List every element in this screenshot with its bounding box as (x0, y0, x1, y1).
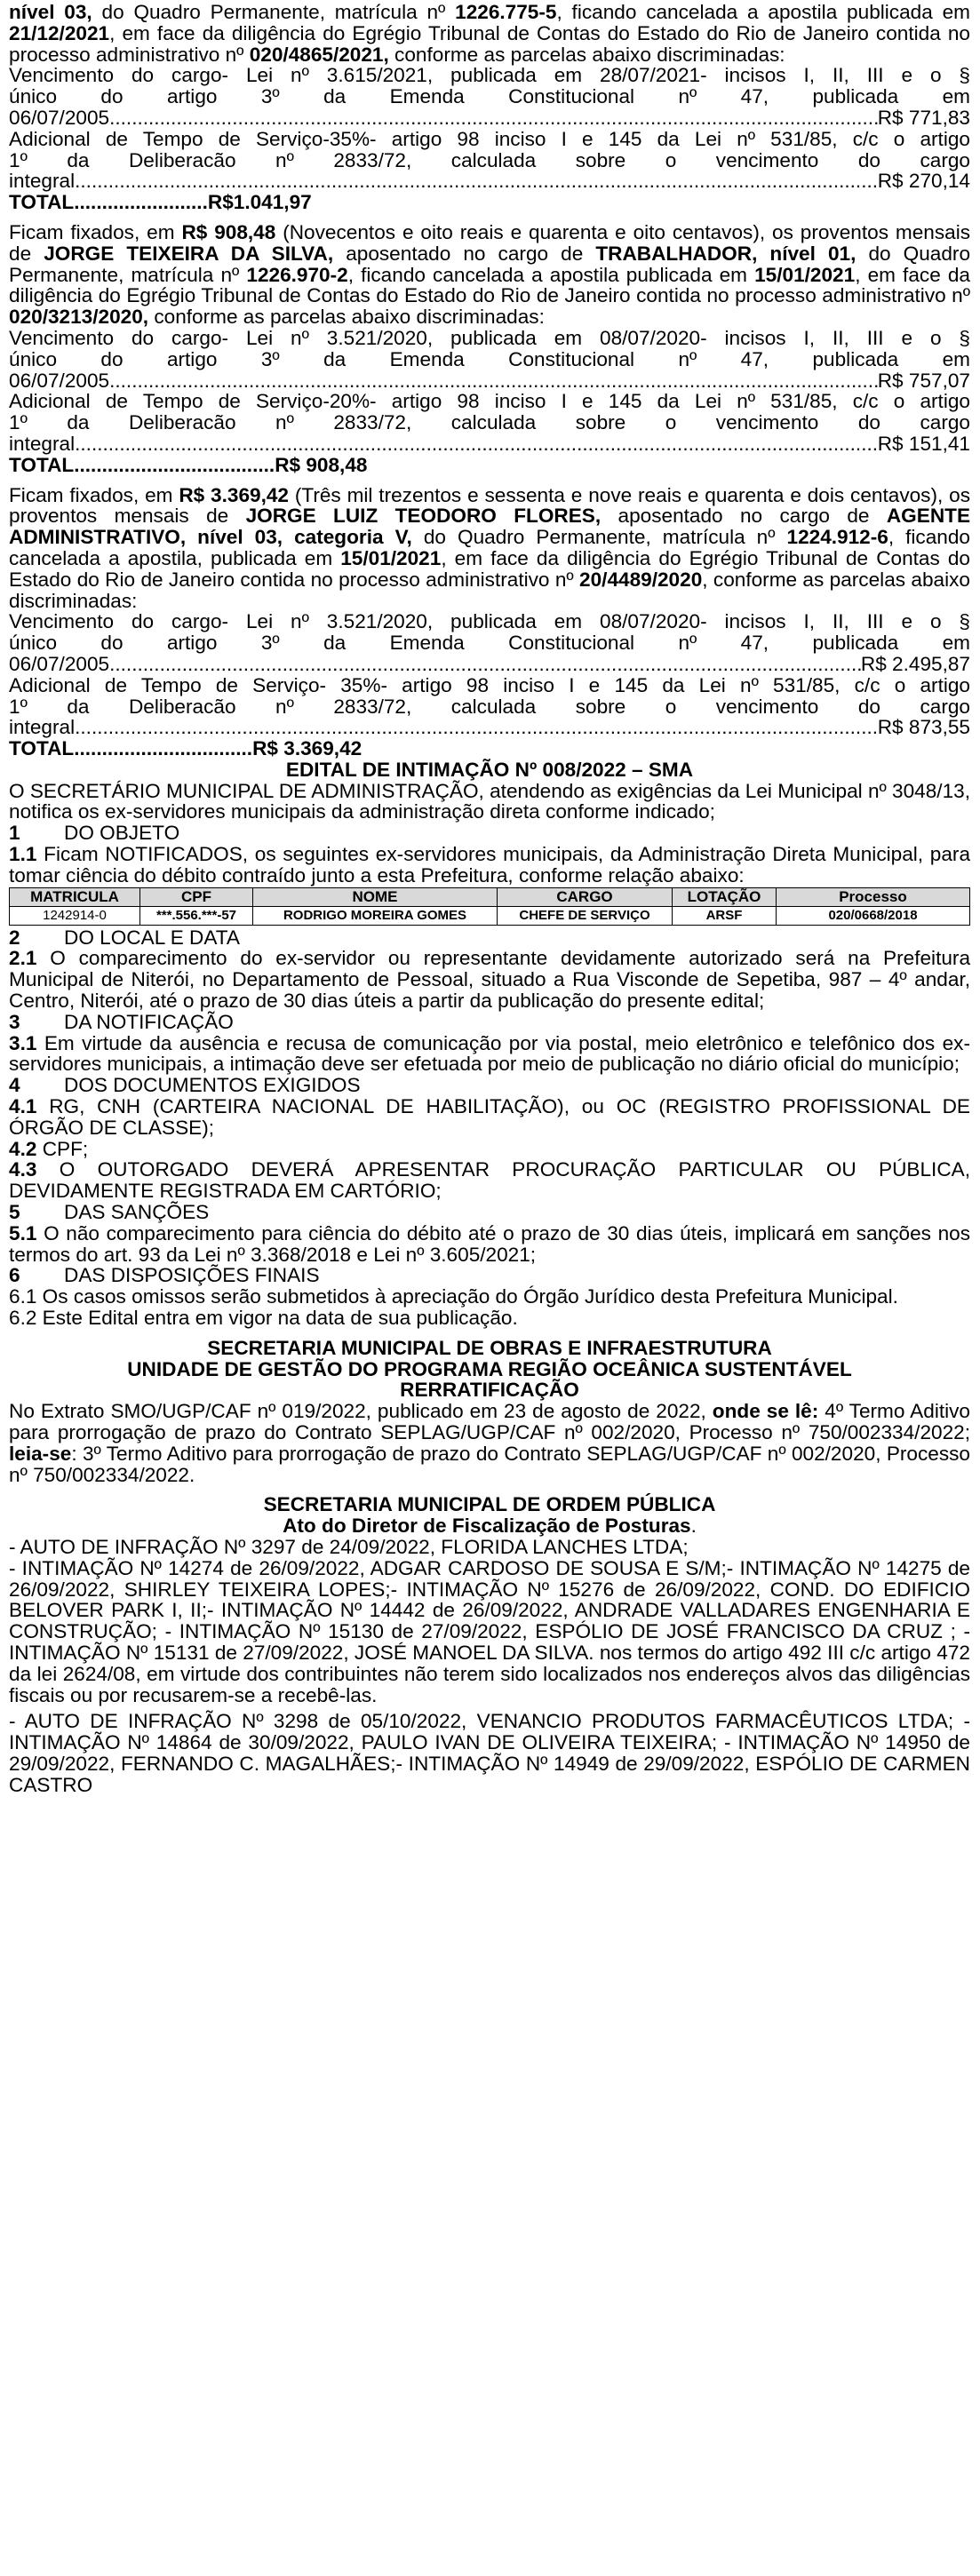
apostila-1-line2c: integral ..... R$ 270,14 (9, 171, 970, 192)
edital-section-3-heading: 3 DA NOTIFICAÇÃO (9, 1010, 234, 1033)
edital-section-6-heading: 6 DAS DISPOSIÇÕES FINAIS (9, 1264, 320, 1287)
apostila-3-line1c: 06/07/2005 ..... R$ 2.495,87 (9, 654, 970, 675)
edital-title: EDITAL DE INTIMAÇÃO Nº 008/2022 – SMA (285, 758, 694, 781)
apostila-2-line1a: Vencimento do cargo- Lei nº 3.521/2020, publicada em 08/07/2020- incisos I, II, III e o § (9, 326, 970, 349)
apostila-2-value2: R$ 151,41 (877, 433, 970, 455)
edital-item-4-2: 4.2 CPF; (9, 1137, 89, 1160)
edital-section (9, 759, 970, 1329)
ordem-section (9, 1494, 970, 1795)
apostila-3-line2b: 1º da Deliberacão nº 2833/72, calculada sobre o vencimento do cargo (9, 695, 970, 718)
apostila-1-line2a: Adicional de Tempo de Serviço-35%- artigo 98 inciso I e 145 da Lei nº 531/85, c/c o artigo (9, 127, 970, 150)
apostila-1-head: nível 03, do Quadro Permanente, matrícula nº 1226.775-5, ficando cancelada a apostila publicada em 21/12/2021, em face da diligência do Egrégio Tribunal de Contas do Estado do Rio de Janeiro contida no processo administrativo nº 020/4865/2021, conforme as parcelas abaixo discriminadas: (9, 1, 970, 66)
apostila-3-value1: R$ 2.495,87 (860, 653, 970, 675)
ordem-line-1: - AUTO DE INFRAÇÃO Nº 3297 de 24/09/2022, FLORIDA LANCHES LTDA; (9, 1535, 689, 1558)
col-matricula: MATRICULA (10, 887, 140, 906)
apostila-1-value2: R$ 270,14 (877, 171, 970, 193)
edital-intro: O SECRETÁRIO MUNICIPAL DE ADMINISTRAÇÃO, atendendo as exigências da Lei Municipal nº 3048/13, notifica os ex-servidores municipais da administração direta conforme indicado; (9, 779, 970, 823)
ordem-subtitle: Ato do Diretor de Fiscalização de Posturas. (283, 1515, 697, 1538)
ordem-title: SECRETARIA MUNICIPAL DE ORDEM PÚBLICA (263, 1493, 716, 1516)
obras-subtitle: UNIDADE DE GESTÃO DO PROGRAMA REGIÃO OCEÂNICA SUSTENTÁVEL (127, 1357, 852, 1380)
apostila-2-line1b: único do artigo 3º da Emenda Constitucional nº 47, publicada em (9, 347, 970, 370)
cell-processo: 020/0668/2018 (777, 906, 970, 925)
notified-table (9, 887, 970, 926)
table-header-row (10, 887, 970, 906)
obras-title: SECRETARIA MUNICIPAL DE OBRAS E INFRAESTRUTURA (207, 1336, 772, 1359)
apostila-2-line2a: Adicional de Tempo de Serviço-20%- artigo 98 inciso I e 145 da Lei nº 531/85, c/c o artigo (9, 390, 970, 413)
cell-cargo: CHEFE DE SERVIÇO (498, 906, 673, 925)
apostila-3-line1a: Vencimento do cargo- Lei nº 3.521/2020, publicada em 08/07/2020- incisos I, II, III e o § (9, 610, 970, 633)
col-cargo: CARGO (498, 887, 673, 906)
edital-section-4-heading: 4 DOS DOCUMENTOS EXIGIDOS (9, 1074, 361, 1097)
apostila-3 (9, 485, 970, 759)
apostila-2-head: Ficam fixados, em R$ 908,48 (Novecentos e oito reais e quarenta e oito centavos), os proventos mensais de JORGE TEIXEIRA DA SILVA, aposentado no cargo de TRABALHADOR, nível 01, do Quadro Permanente, matrícula nº 1226.970-2, ficando cancelada a apostila publicada em 15/01/2021, em face da diligência do Egrégio Tribunal de Contas do Estado do Rio de Janeiro contida no processo administrativo nº 020/3213/2020, conforme as parcelas abaixo discriminadas: (9, 220, 971, 329)
apostila-2-line1c: 06/07/2005 ..... R$ 757,07 (9, 370, 970, 392)
obras-section (9, 1338, 970, 1486)
col-nome: NOME (253, 887, 498, 906)
edital-item-2-1: 2.1 O comparecimento do ex-servidor ou representante devidamente autorizado será na Prefeitura Municipal de Niterói, no Departamento de Pessoal, situado a Rua Visconde de Sepetiba, 987 – 4º andar, Centro, Niterói, até o prazo de 30 dias úteis a partir da publicação do presente edital; (9, 947, 971, 1013)
ordem-paragraph-3: - AUTO DE INFRAÇÃO Nº 3298 de 05/10/2022, VENANCIO PRODUTOS FARMACÊUTICOS LTDA; - INTIMAÇÃO Nº 14864 de 30/09/2022, PAULO IVAN DE OLIVEIRA TEIXEIRA; - INTIMAÇÃO Nº 14950 de 29/09/2022, FERNANDO C. MAGALHÃES;- INTIMAÇÃO Nº 14949 de 29/09/2022, ESPÓLIO DE CARMEN CASTRO (9, 1710, 970, 1796)
edital-item-6-1: 6.1 Os casos omissos serão submetidos à apreciação do Órgão Jurídico desta Prefeitura Municipal. (9, 1285, 898, 1308)
apostila-2 (9, 222, 970, 476)
apostila-3-line1b: único do artigo 3º da Emenda Constitucional nº 47, publicada em (9, 632, 970, 655)
cell-nome: RODRIGO MOREIRA GOMES (253, 906, 498, 925)
apostila-1-line1c: 06/07/2005 ..... R$ 771,83 (9, 107, 970, 129)
apostila-3-line2a: Adicional de Tempo de Serviço- 35%- artigo 98 inciso I e 145 da Lei nº 531/85, c/c o artigo (9, 673, 970, 696)
edital-item-4-1: 4.1 RG, CNH (CARTEIRA NACIONAL DE HABILITAÇÃO), ou OC (REGISTRO PROFISSIONAL DE ÓRGÃO DE CLASSE); (9, 1095, 971, 1139)
edital-item-3-1: 3.1 Em virtude da ausência e recusa de comunicação por via postal, meio eletrônico e telefônico dos ex-servidores municipais, a intimação deve ser efetuada por meio de publicação no diário oficial do município; (9, 1031, 970, 1076)
apostila-1-line1a: Vencimento do cargo- Lei nº 3.615/2021, publicada em 28/07/2021- incisos I, II, III e o § (9, 64, 970, 87)
apostila-1-total: TOTAL........................R$1.041,97 (9, 191, 312, 214)
apostila-1 (9, 2, 970, 213)
apostila-3-line2c: integral ..... R$ 873,55 (9, 717, 970, 738)
apostila-3-head: Ficam fixados, em R$ 3.369,42 (Três mil trezentos e sessenta e nove reais e quarenta e dois centavos), os proventos mensais de JORGE LUIZ TEODORO FLORES, aposentado no cargo de AGENTE ADMINISTRATIVO, nível 03, categoria V, do Quadro Permanente, matrícula nº 1224.912-6, ficando cancelada a apostila, publicada em 15/01/2021, em face da diligência do Egrégio Tribunal de Contas do Estado do Rio de Janeiro contida no processo administrativo nº 20/4489/2020, conforme as parcelas abaixo discriminadas: (9, 483, 971, 612)
apostila-1-value1: R$ 771,83 (877, 107, 970, 129)
col-processo: Processo (777, 887, 970, 906)
edital-item-6-2: 6.2 Este Edital entra em vigor na data de sua publicação. (9, 1307, 518, 1330)
edital-section-1-heading: 1 DO OBJETO (9, 822, 180, 845)
edital-item-5-1: 5.1 O não comparecimento para ciência do débito até o prazo de 30 dias úteis, implicará em sanções nos termos do art. 93 da Lei nº 3.368/2018 e Lei nº 3.605/2021; (9, 1221, 970, 1266)
apostila-2-total: TOTAL....................................R$ 908,48 (9, 453, 368, 476)
edital-item-4-3: 4.3 O OUTORGADO DEVERÁ APRESENTAR PROCURAÇÃO PARTICULAR OU PÚBLICA, DEVIDAMENTE REGISTRADA EM CARTÓRIO; (9, 1158, 970, 1203)
cell-lotacao: ARSF (673, 906, 777, 925)
edital-section-5-heading: 5 DAS SANÇÕES (9, 1201, 210, 1224)
table-row (10, 906, 970, 925)
apostila-1-line1b: único do artigo 3º da Emenda Constitucional nº 47, publicada em (9, 85, 970, 108)
apostila-2-line2b: 1º da Deliberacão nº 2833/72, calculada sobre o vencimento do cargo (9, 411, 970, 434)
document-column (9, 2, 970, 1796)
apostila-3-total: TOTAL................................R$ 3.369,42 (9, 737, 363, 760)
cell-cpf: ***.556.***-57 (140, 906, 253, 925)
edital-item-1-1: 1.1 Ficam NOTIFICADOS, os seguintes ex-servidores municipais, da Administração Direta Municipal, para tomar ciência do débito contraído junto a esta Prefeitura, conforme relação abaixo: (9, 843, 971, 886)
edital-section-2-heading: 2 DO LOCAL E DATA (9, 926, 240, 949)
apostila-3-value2: R$ 873,55 (877, 717, 970, 739)
apostila-1-line2b: 1º da Deliberacão nº 2833/72, calculada sobre o vencimento do cargo (9, 148, 970, 171)
apostila-2-value1: R$ 757,07 (877, 370, 970, 392)
obras-rerratificacao: RERRATIFICAÇÃO (400, 1379, 579, 1402)
ordem-paragraph-2: - INTIMAÇÃO Nº 14274 de 26/09/2022, ADGAR CARDOSO DE SOUSA E S/M;- INTIMAÇÃO Nº 14275 de 26/09/2022, SHIRLEY TEIXEIRA LOPES;- INTIMAÇÃO Nº 15276 de 26/09/2022, COND. DO EDIFICIO BELOVER PARK I, II;- INTIMAÇÃO Nº 14442 de 26/09/2022, ANDRADE VALLADARES ENGENHARIA E CONSTRUÇÃO; - INTIMAÇÃO Nº 15130 de 27/09/2022, ESPÓLIO DE JOSÉ FRANCISCO DA CRUZ ; - INTIMAÇÃO Nº 15131 de 27/09/2022, JOSÉ MANOEL DA SILVA. nos termos do artigo 492 III c/c artigo 472 da lei 2624/08, em virtude dos contribuintes não terem sido localizados nos endereços alvos das diligências fiscais ou por recusarem-se a recebê-las. (9, 1556, 970, 1706)
cell-matricula: 1242914-0 (10, 906, 140, 925)
col-cpf: CPF (140, 887, 253, 906)
col-lotacao: LOTAÇÃO (673, 887, 777, 906)
apostila-2-line2c: integral ..... R$ 151,41 (9, 433, 970, 455)
obras-text: No Extrato SMO/UGP/CAF nº 019/2022, publicado em 23 de agosto de 2022, onde se lê: 4º Termo Aditivo para prorrogação de prazo do Contrato SEPLAG/UGP/CAF nº 002/2020, Processo nº 750/002334/2022; leia-se: 3º Termo Aditivo para prorrogação de prazo do Contrato SEPLAG/UGP/CAF nº 002/2020, Processo nº 750/002334/2022. (9, 1400, 970, 1486)
